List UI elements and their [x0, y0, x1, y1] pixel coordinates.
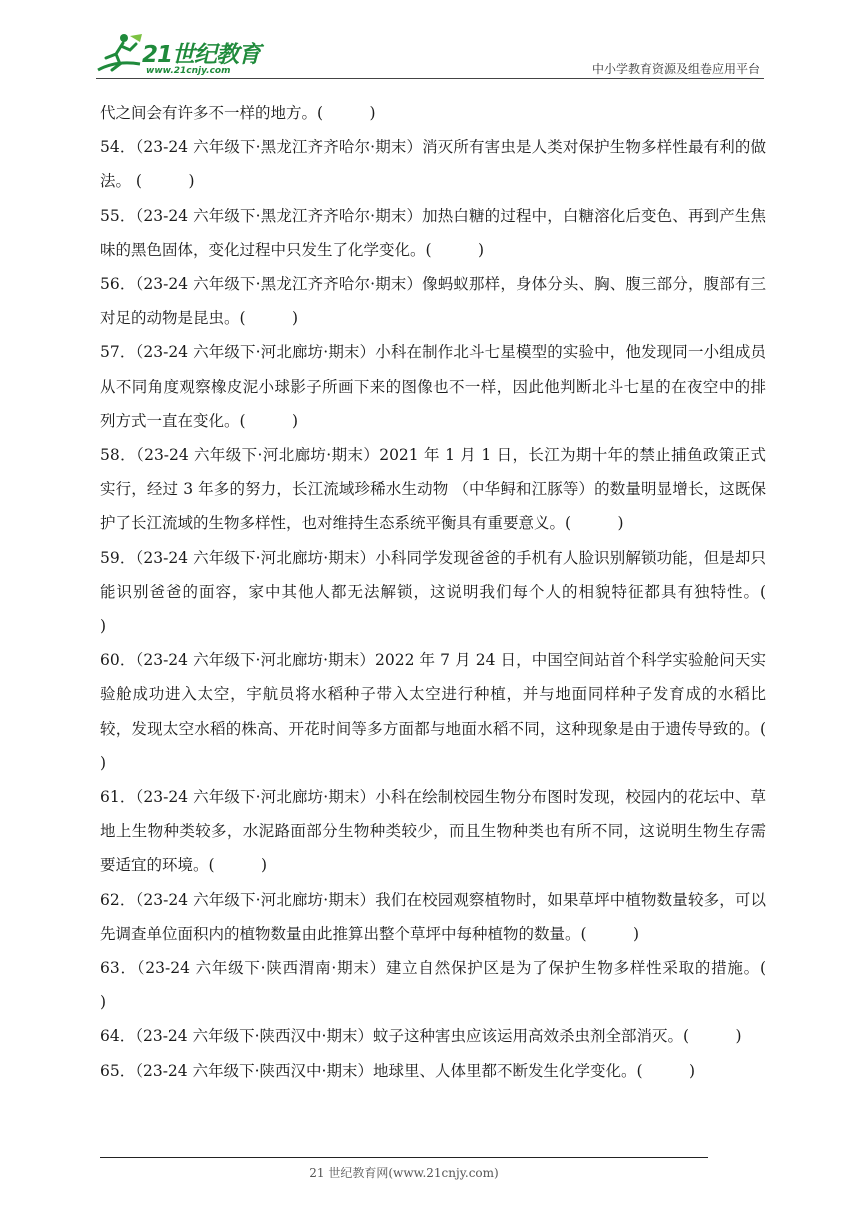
question-item: 60．（23-24 六年级下·河北廊坊·期末）2022 年 7 月 24 日，中国空间站首个科学实验舱问天实验舱成功进入太空，宇航员将水稻种子带入太空进行种植，并与地面同样种子发育成的水稻比较，发现太空水稻的株高、开花时间等多方面都与地面水稻不同，这种现象是由于遗传导致的。( ): [100, 651, 813, 772]
site-logo[interactable]: [96, 32, 266, 78]
question-item: 61．（23-24 六年级下·河北廊坊·期末）小科在绘制校园生物分布图时发现，校园内的花坛中、草地上生物种类较多，水泥路面部分生物种类较少，而且生物种类也有所不同，这说明生物生存需要适宜的环境。( ): [100, 788, 766, 875]
question-item: 58．（23-24 六年级下·河北廊坊·期末）2021 年 1 月 1 日，长江为期十年的禁止捕鱼政策正式实行，经过 3 年多的努力，长江流域珍稀水生动物 （中华鲟和江豚等）的数量明显增长，这既保护了长江流域的生物多样性，也对维持生态系统平衡具有重要意义。( ): [100, 446, 766, 533]
question-item: 54．（23-24 六年级下·黑龙江齐齐哈尔·期末）消灭所有害虫是人类对保护生物多样性最有利的做法。 ( ): [100, 138, 766, 191]
question-item: 代之间会有许多不一样的地方。( ): [100, 104, 376, 122]
question-item: 56．（23-24 六年级下·黑龙江齐齐哈尔·期末）像蚂蚁那样，身体分头、胸、腹三部分，腹部有三对足的动物是昆虫。( ): [100, 275, 766, 328]
footer-divider: [100, 1157, 708, 1158]
runner-logo-icon: [96, 32, 146, 76]
question-item: 63．（23-24 六年级下·陕西渭南·期末）建立自然保护区是为了保护生物多样性采取的措施。( ): [100, 959, 813, 1012]
question-item: 62．（23-24 六年级下·河北廊坊·期末）我们在校园观察植物时，如果草坪中植物数量较多，可以先调查单位面积内的植物数量由此推算出整个草坪中每种植物的数量。( ): [100, 890, 766, 943]
question-item: 64．（23-24 六年级下·陕西汉中·期末）蚊子这种害虫应该运用高效杀虫剂全部消灭。( ): [100, 1027, 742, 1046]
question-list: [100, 96, 813, 1088]
logo-text: 21世纪教育: [142, 42, 261, 68]
question-item: 59．（23-24 六年级下·河北廊坊·期末）小科同学发现爸爸的手机有人脸识别解锁功能，但是却只能识别爸爸的面容，家中其他人都无法解锁，这说明我们每个人的相貌特征都具有独特性。( ): [100, 548, 813, 636]
logo-url: www.21cnjy.com: [146, 66, 231, 76]
question-item: 55．（23-24 六年级下·黑龙江齐齐哈尔·期末）加热白糖的过程中，白糖溶化后变色、再到产生焦味的黑色固体，变化过程中只发生了化学变化。( ): [100, 206, 766, 259]
question-item: 65．（23-24 六年级下·陕西汉中·期末）地球里、人体里都不断发生化学变化。( ): [100, 1061, 696, 1080]
header-divider: [96, 78, 764, 79]
question-item: 57．（23-24 六年级下·河北廊坊·期末）小科在制作北斗七星模型的实验中，他发现同一小组成员从不同角度观察橡皮泥小球影子所画下来的图像也不一样，因此他判断北斗七星的在夜空中的排列方式一直在变化。( ): [100, 343, 766, 430]
page-footer: 21 世纪教育网(www.21cnjy.com): [309, 1166, 499, 1180]
page-header: [0, 0, 860, 80]
header-tagline: 中小学教育资源及组卷应用平台: [591, 62, 760, 76]
